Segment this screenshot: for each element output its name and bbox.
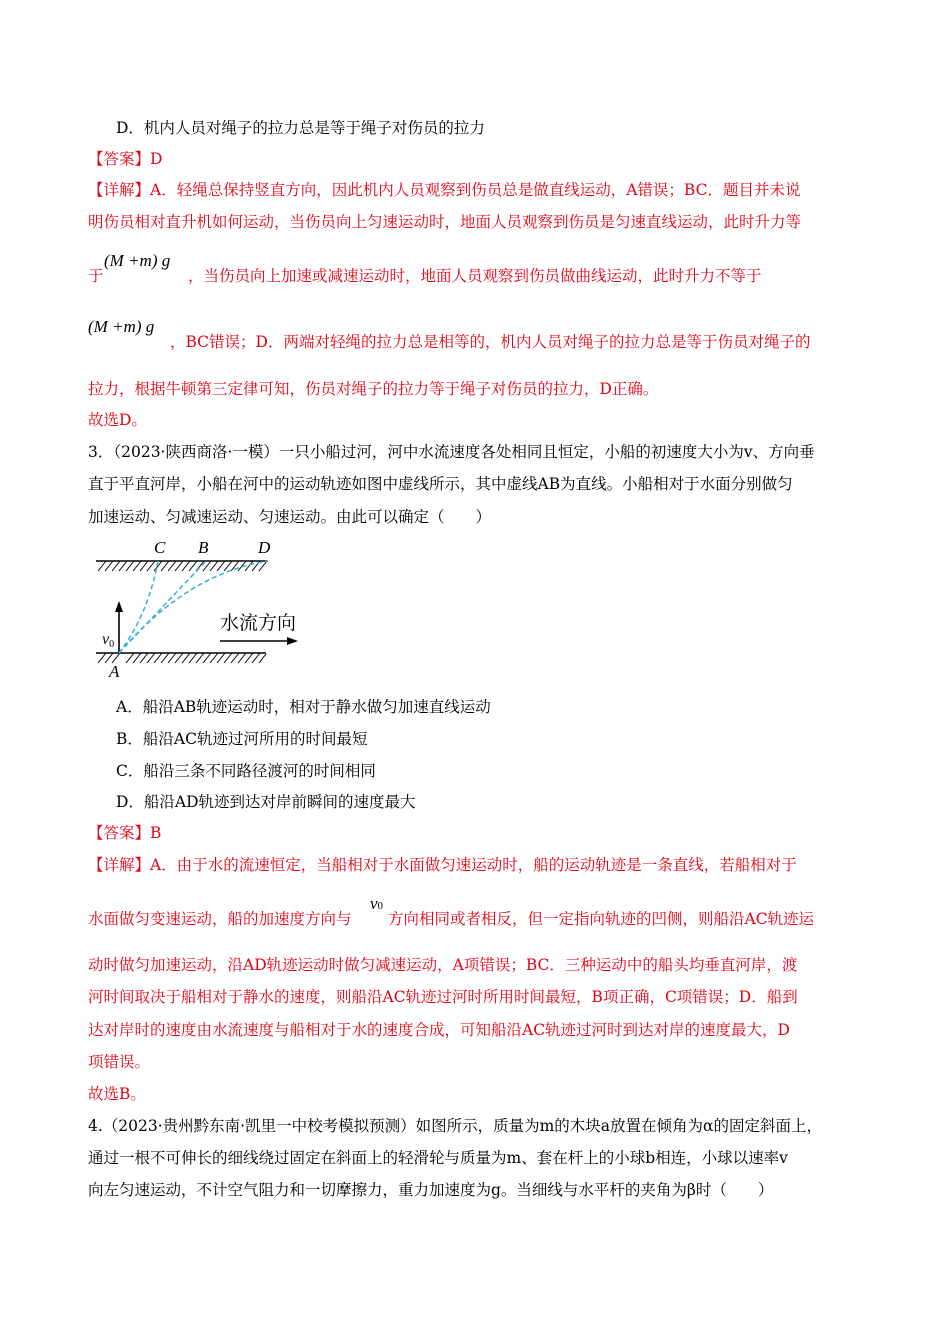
q3-stem-line-1: 3．（2023·陕西商洛·一模）一只小船过河，河中水流速度各处相同且恒定，小船的初速度大小为v、方向垂 <box>88 443 815 461</box>
q2-detail-line-4: ，BC错误；D．两端对轻绳的拉力总是相等的，机内人员对绳子的拉力总是等于伤员对绳子的 <box>170 333 811 351</box>
answer-value: B <box>150 824 162 842</box>
label-a: A <box>109 662 120 680</box>
v-subscript: 0 <box>377 900 384 912</box>
v-symbol: v <box>370 894 378 913</box>
q3-detail-line-2-pre: 水面做匀变速运动，船的加速度方向与 <box>88 910 352 928</box>
q3-detail-line-3: 动时做匀加速运动，沿AD轨迹运动时做匀减速运动，A项错误；BC．三种运动中的船头均垂直河岸，渡 <box>88 956 798 974</box>
q3-option-d: D．船沿AD轨迹到达对岸前瞬间的速度最大 <box>116 793 416 811</box>
q3-option-a: A．船沿AB轨迹运动时，相对于静水做匀加速直线运动 <box>116 698 491 716</box>
q2-detail-line-2: 明伤员相对直升机如何运动，当伤员向上匀速运动时，地面人员观察到伤员是匀速直线运动，此时升力等 <box>88 213 802 231</box>
q3-option-c: C．船沿三条不同路径渡河的时间相同 <box>116 762 376 780</box>
top-bank-hatch <box>98 561 267 571</box>
formula-v0 <box>370 894 383 914</box>
q2-conclusion: 故选D。 <box>88 411 147 429</box>
label-v: v <box>102 631 110 648</box>
detail-tag: 【详解】 <box>88 181 151 199</box>
detail-text: A．由于水的流速恒定，当船相对于水面做匀速运动时，船的运动轨迹是一条直线，若船相对于 <box>150 856 797 874</box>
bottom-bank-hatch <box>98 653 266 663</box>
q3-detail-line-4: 河时间取决于船相对于静水的速度，则船沿AC轨迹过河时所用时间最短，B项正确，C项错误；D．船到 <box>88 988 798 1006</box>
q2-detail-line-3-post: ，当伤员向上加速或减速运动时，地面人员观察到伤员做曲线运动，此时升力不等于 <box>188 267 762 285</box>
detail-text: A．轻绳总保持竖直方向，因此机内人员观察到伤员总是做直线运动，A错误；BC．题目并未说 <box>150 181 801 199</box>
q3-stem-line-2: 直于平直河岸，小船在河中的运动轨迹如图中虚线所示，其中虚线AB为直线。小船相对于水面分别做匀 <box>88 475 793 493</box>
trajectories <box>119 561 268 653</box>
q4-stem-line-2: 通过一根不可伸长的细线绕过固定在斜面上的轻滑轮与质量为m、套在杆上的小球b相连，小球以速率v <box>88 1149 788 1167</box>
q2-option-d: D．机内人员对绳子的拉力总是等于绳子对伤员的拉力 <box>116 119 485 137</box>
q4-stem-line-1: 4.（2023·贵州黔东南·凯里一中校考模拟预测）如图所示，质量为m的木块a放置在倾角为α的固定斜面上， <box>88 1117 822 1135</box>
q3-conclusion: 故选B。 <box>88 1085 146 1103</box>
flow-arrow-head <box>287 637 298 645</box>
q2-answer <box>88 149 162 169</box>
label-v-sub: 0 <box>109 639 115 650</box>
trajectory-ac <box>119 561 158 653</box>
q3-detail-line-6: 项错误。 <box>88 1053 151 1071</box>
detail-tag: 【详解】 <box>88 856 151 874</box>
formula-mass-gravity-1: (M +m) g <box>104 251 171 270</box>
river-crossing-figure <box>88 535 308 680</box>
label-c: C <box>154 538 166 557</box>
q3-option-b: B．船沿AC轨迹过河所用的时间最短 <box>116 730 368 748</box>
q3-detail-line-2-post: 方向相同或者相反，但一定指向轨迹的凹侧，则船沿AC轨迹运 <box>388 910 815 928</box>
flow-direction-label: 水流方向 <box>220 613 297 634</box>
q3-answer <box>88 823 161 843</box>
label-b: B <box>198 538 209 557</box>
answer-tag: 【答案】 <box>88 824 151 842</box>
q2-detail-line-5: 拉力，根据牛顿第三定律可知，伤员对绳子的拉力等于绳子对伤员的拉力，D正确。 <box>88 380 659 398</box>
formula-mass-gravity-2: (M +m) g <box>88 317 155 336</box>
velocity-arrow-head <box>115 601 123 612</box>
q3-detail-line-1 <box>88 855 797 875</box>
q2-detail-line-3-pre: 于 <box>88 267 104 285</box>
label-d: D <box>258 538 271 557</box>
q3-stem-line-3: 加速运动、匀减速运动、匀速运动。由此可以确定（ ） <box>88 508 492 526</box>
answer-value: D <box>150 150 163 168</box>
q2-detail-line-1 <box>88 180 800 200</box>
label-v0 <box>102 631 114 650</box>
answer-tag: 【答案】 <box>88 150 151 168</box>
q3-detail-line-5: 达对岸时的速度由水流速度与船相对于水的速度合成，可知船沿AC轨迹过河时到达对岸的速度最大，D <box>88 1021 790 1039</box>
q4-stem-line-3: 向左匀速运动，不计空气阻力和一切摩擦力，重力加速度为g。当细线与水平杆的夹角为β时（ ） <box>88 1181 774 1199</box>
